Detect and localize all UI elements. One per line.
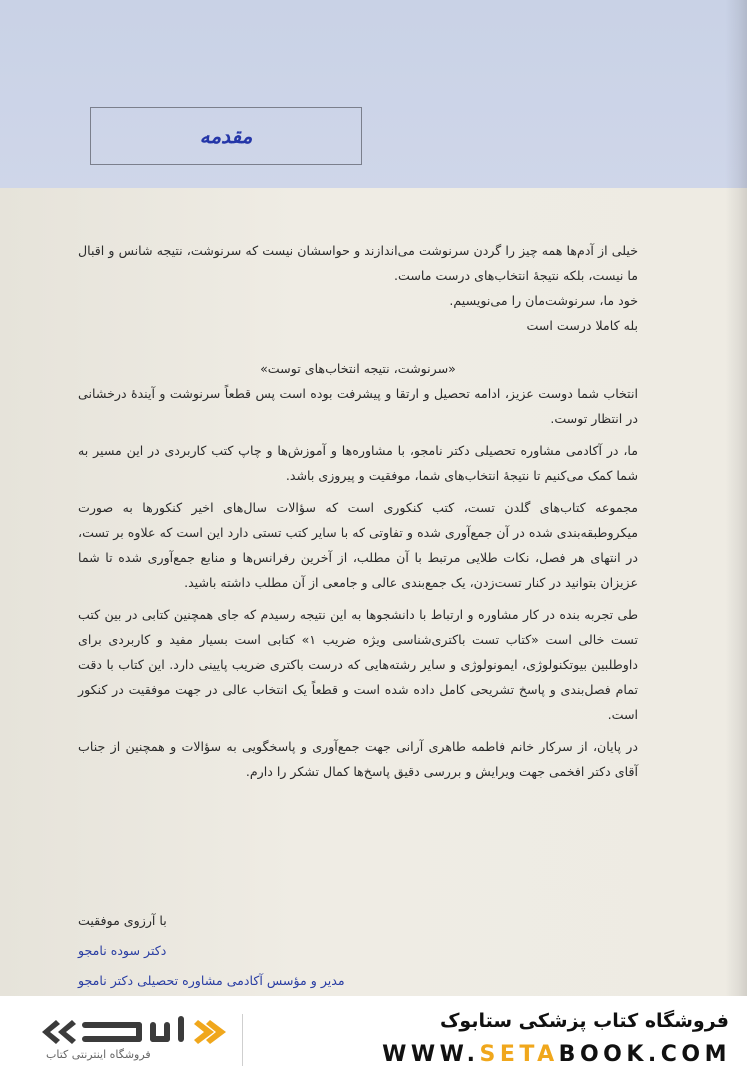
paragraph: در پایان، از سرکار خانم فاطمه طاهری آرانی جهت جمع‌آوری و پاسخگویی به سؤالات و همچنین از جناب آقای دکتر افخمی جهت ویرایش و بررسی دقیق پاسخ‌ها کمال تشکر را دارم. [78, 739, 638, 779]
signature-block [78, 906, 638, 996]
logo-divider [242, 1014, 243, 1066]
paragraph: خیلی از آدم‌ها همه چیز را گردن سرنوشت می‌اندازند و حواسشان نیست که سرنوشت، نتیجه شانس و اقبال ما نیست، بلکه نتیجهٔ انتخاب‌های درست ماست. [78, 243, 638, 283]
store-logo [36, 1010, 286, 1070]
url-prefix: WWW. [382, 1042, 480, 1067]
logo-subtitle: فروشگاه اینترنتی کتاب [46, 1048, 151, 1061]
signature-greeting: با آرزوی موفقیت [78, 913, 167, 928]
paragraph: ما، در آکادمی مشاوره تحصیلی دکتر نامجو، با مشاوره‌ها و آموزش‌ها و چاپ کتب کاربردی در این مسیر به شما کمک می‌کنیم تا نتیجهٔ انتخاب‌های شما، موفقیت و پیروزی باشد. [78, 443, 638, 483]
body-text [78, 238, 638, 784]
signature-name: دکتر سوده نامجو [78, 943, 167, 958]
paragraph: بله کاملا درست است [526, 318, 638, 333]
store-name: فروشگاه کتاب پزشکی ستابوک [439, 1010, 729, 1032]
store-footer-banner [0, 996, 747, 1080]
quote-line: «سرنوشت، نتیجه انتخاب‌های توست» [260, 361, 456, 376]
signature-role: مدیر و مؤسس آکادمی مشاوره تحصیلی دکتر نامجو [78, 973, 345, 988]
page-binding-shadow [725, 0, 747, 996]
paragraph: خود ما، سرنوشت‌مان را می‌نویسیم. [449, 293, 638, 308]
paragraph: طی تجربه بنده در کار مشاوره و ارتباط با دانشجوها به این نتیجه رسیدم که جای همچنین کتابی در بین کتب تست خالی است «کتاب تست باکتری‌شناسی ویژه ضریب ۱» کتابی است بسیار مفید و کاربردی برای داوطلبین بیوتکنولوژی، ایمونولوژی و سایر رشته‌هایی که درست باکتری ضریب پایینی دارد. این کتاب با دقت تمام فصل‌بندی و پاسخ تشریحی کامل داده شده است و قطعاً یک انتخاب عالی در جهت موفقیت در کنکور است. [78, 607, 638, 722]
paragraph: انتخاب شما دوست عزیز، ادامه تحصیل و ارتقا و پیشرفت بوده است پس قطعاً سرنوشت و آیندهٔ درخشانی در انتظار توست. [78, 386, 638, 426]
paragraph: مجموعه کتاب‌های گلدن تست، کتب کنکوری است که سؤالات سال‌های اخیر کنکورها به صورت میکروطبقه‌بندی شده در آن جمع‌آوری شده و تفاوتی که با سایر کتب تستی دارد این است که علاوه بر تست، در انتهای هر فصل، نکات طلایی مرتبط با آن مطلب، از آخرین رفرانس‌ها و منابع جمع‌آوری شده تا شما عزیزان بتوانید در کنار تست‌زدن، یک جمع‌بندی عالی و جامعی از آن مطلب داشته باشید. [78, 500, 638, 590]
url-accent: SETA [479, 1042, 559, 1067]
title-box [90, 107, 362, 165]
page-title: مقدمه [199, 124, 253, 148]
store-url[interactable] [382, 1042, 731, 1067]
logo-wordmark-icon [38, 1014, 228, 1050]
url-suffix: BOOK.COM [558, 1042, 731, 1067]
